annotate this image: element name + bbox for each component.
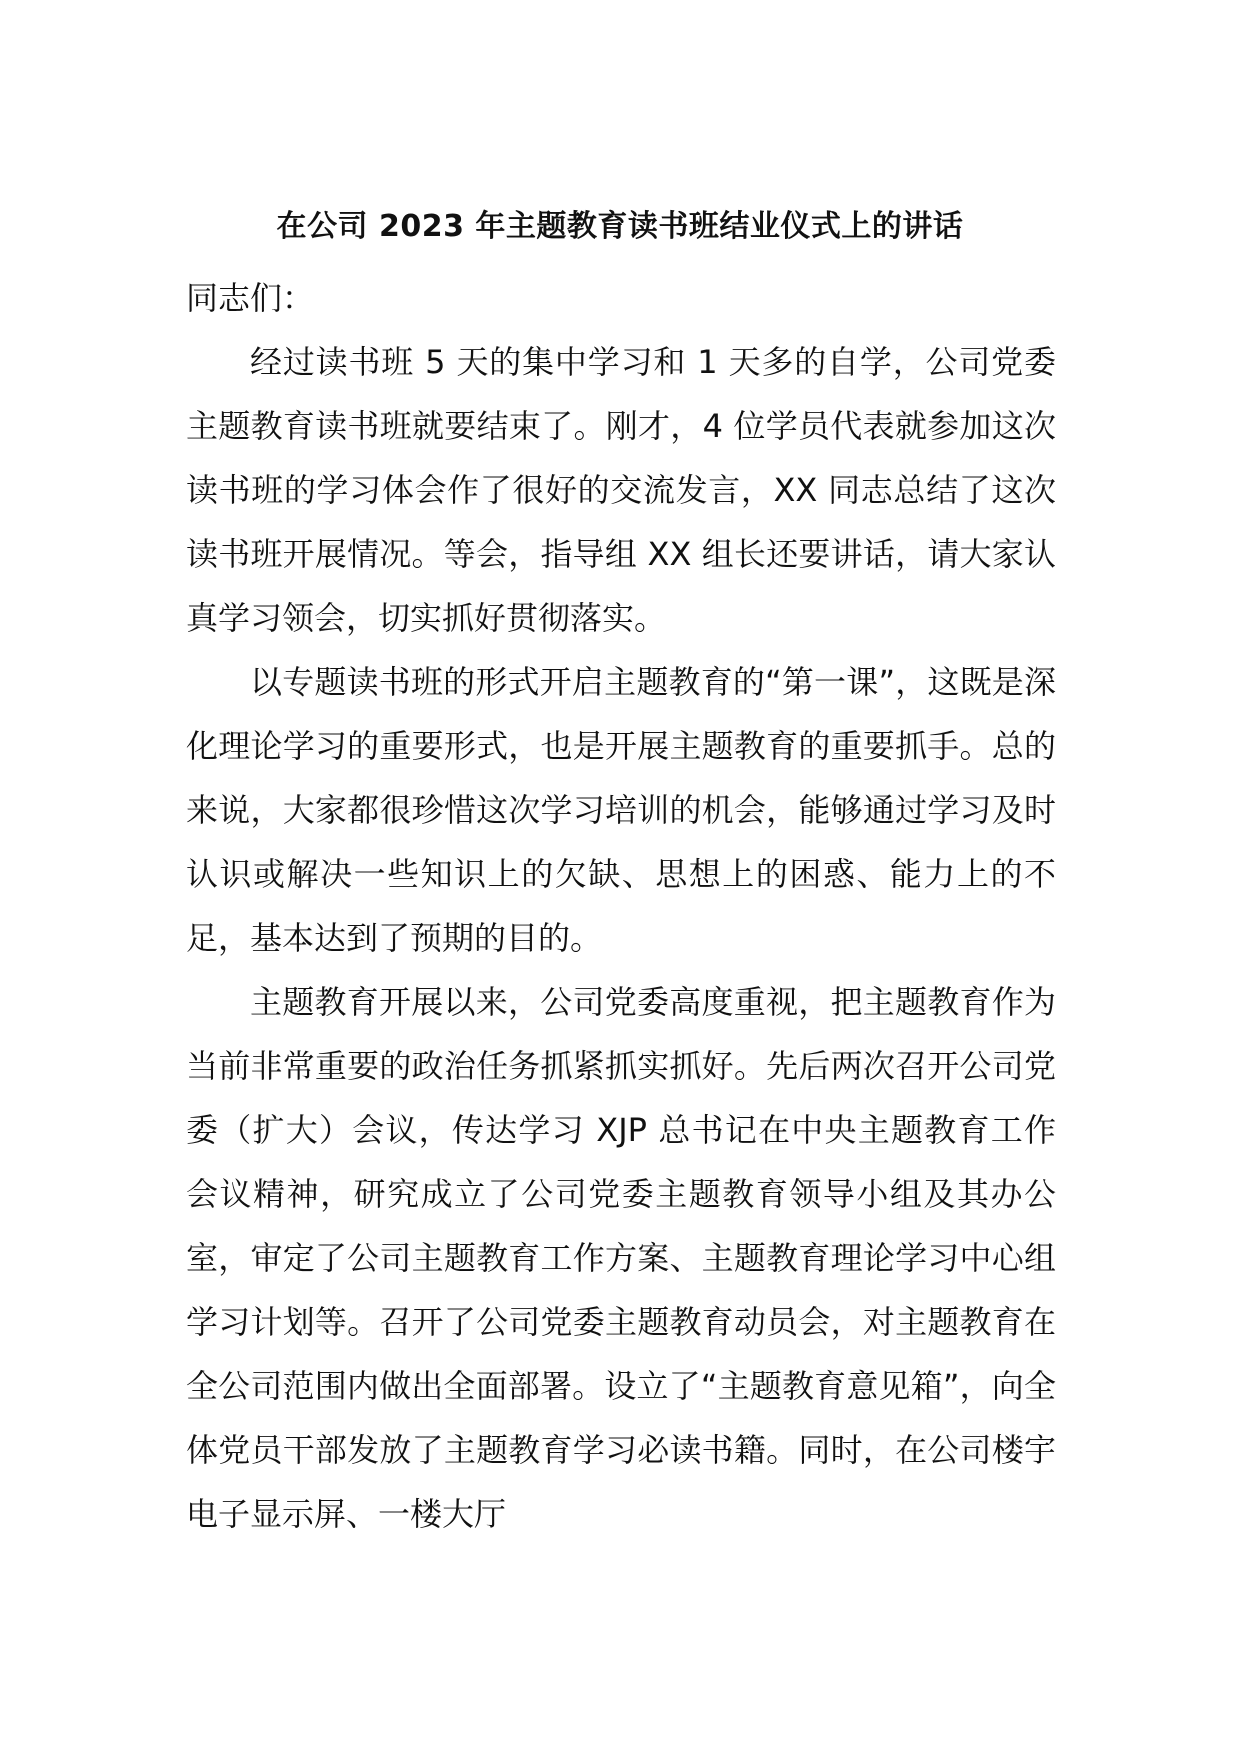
paragraph-3: 主题教育开展以来，公司党委高度重视，把主题教育作为当前非常重要的政治任务抓紧抓实抓好。先后两次召开公司党委（扩大）会议，传达学习 XJP 总书记在中央主题教育工作会议精神，研究成立了公司党委主题教育领导小组及其办公室，审定了公司主题教育工作方案、主题教育理论学习中心组学习计划等。召开了公司党委主题教育动员会，对主题教育在全公司范围内做出全面部署。设立了“主题教育意见箱”，向全体党员干部发放了主题教育学习必读书籍。同时，在公司楼宇电子显示屏、一楼大厅 [186, 983, 1056, 1533]
salutation: 同志们： [186, 279, 315, 317]
paragraph-1: 经过读书班 5 天的集中学习和 1 天多的自学，公司党委主题教育读书班就要结束了。刚才，4 位学员代表就参加这次读书班的学习体会作了很好的交流发言，XX 同志总结了这次读书班开展情况。等会，指导组 XX 组长还要讲话，请大家认真学习领会，切实抓好贯彻落实。 [186, 343, 1056, 637]
document-body [186, 266, 1056, 1546]
paragraph-2: 以专题读书班的形式开启主题教育的“第一课”，这既是深化理论学习的重要形式，也是开展主题教育的重要抓手。总的来说，大家都很珍惜这次学习培训的机会，能够通过学习及时认识或解决一些知识上的欠缺、思想上的困惑、能力上的不足，基本达到了预期的目的。 [186, 663, 1056, 957]
document-title: 在公司 2023 年主题教育读书班结业仪式上的讲话 [276, 209, 964, 244]
